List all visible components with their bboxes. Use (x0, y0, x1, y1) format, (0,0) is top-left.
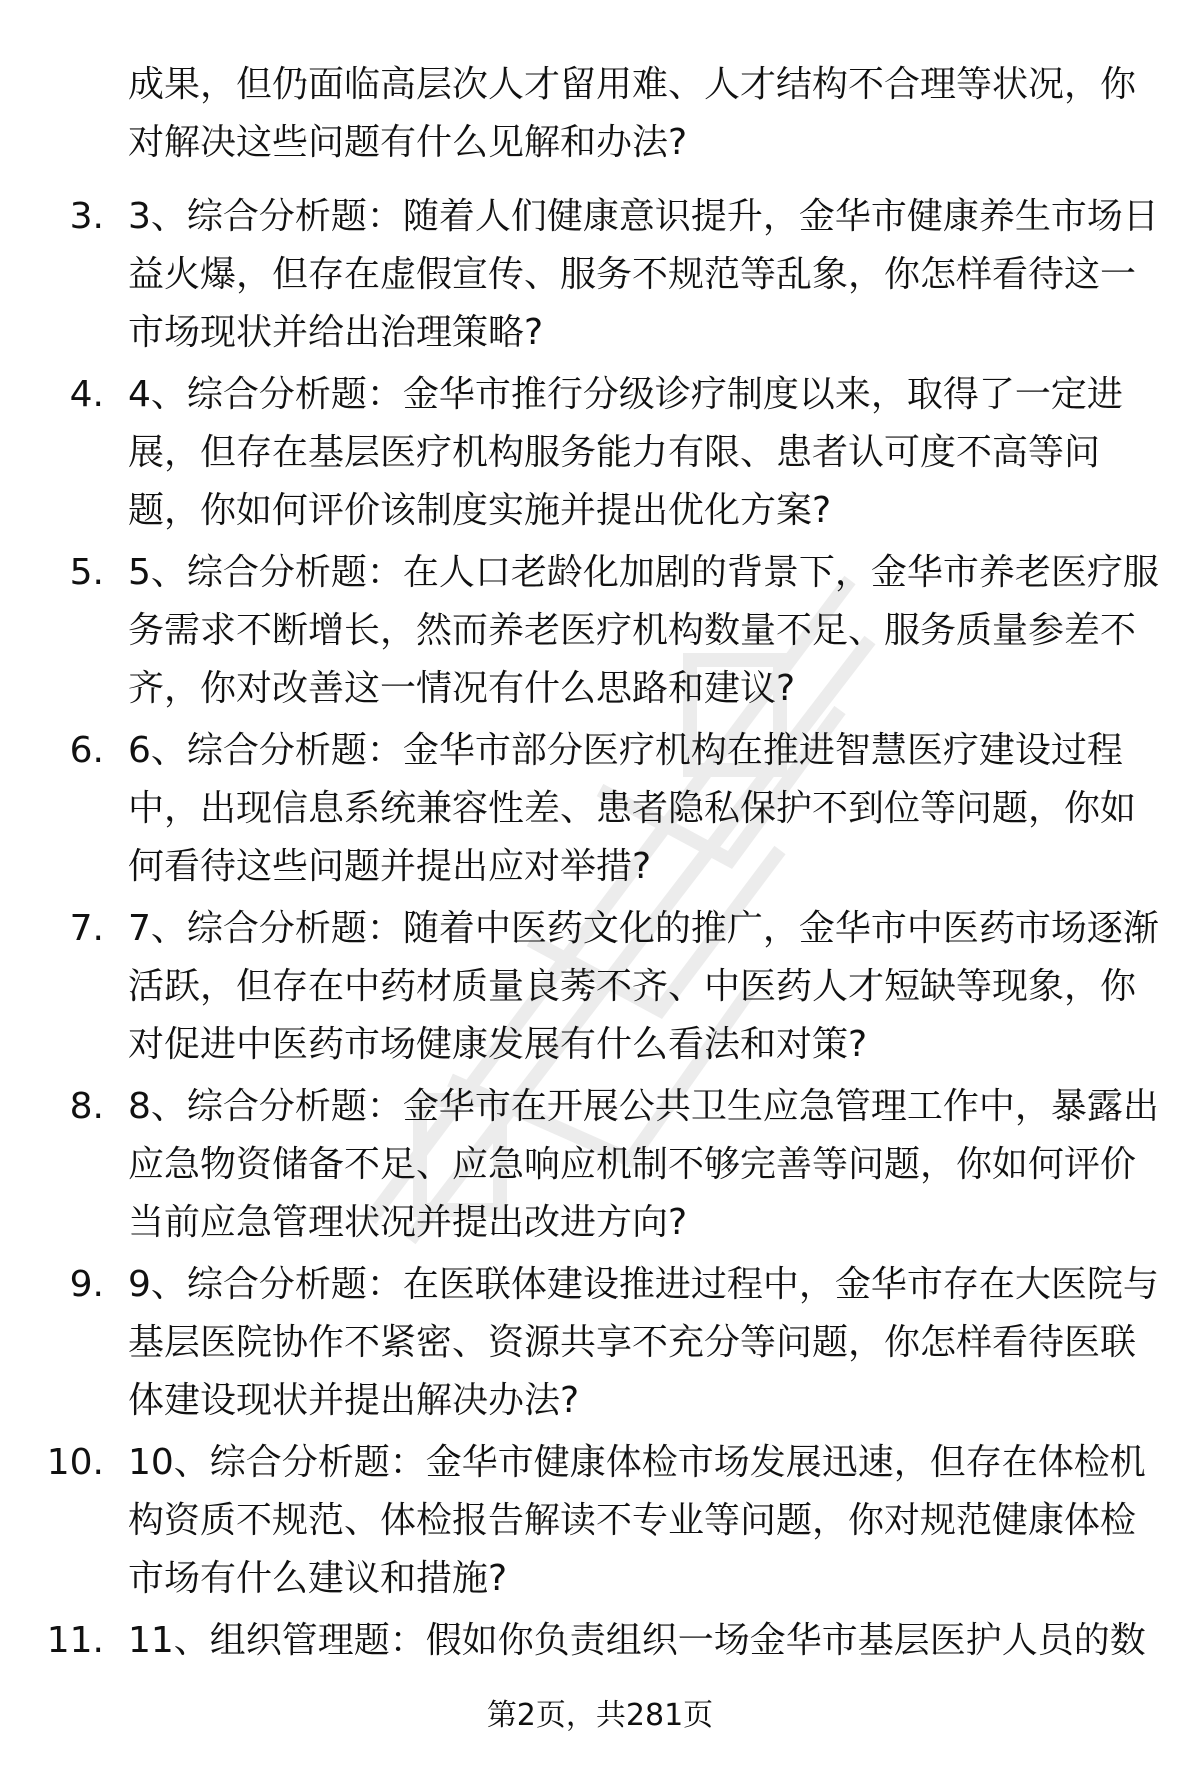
question-number: 5. (69, 552, 104, 593)
question-text: 10、综合分析题：金华市健康体检市场发展迅速，但存在体检机 构资质不规范、体检报告解读不专业等问题，你对规范健康体检 市场有什么建议和措施? (128, 1442, 1146, 1599)
question-number: 10. (46, 1442, 104, 1483)
question-text: 11、组织管理题：假如你负责组织一场金华市基层医护人员的数 (128, 1620, 1146, 1661)
question-text: 9、综合分析题：在医联体建设推进过程中，金华市存在大医院与 基层医院协作不紧密、资源共享不充分等问题，你怎样看待医联 体建设现状并提出解决办法? (128, 1264, 1159, 1421)
question-text: 4、综合分析题：金华市推行分级诊疗制度以来，取得了一定进 展，但存在基层医疗机构服务能力有限、患者认可度不高等问 题，你如何评价该制度实施并提出优化方案? (128, 374, 1123, 531)
question-text: 5、综合分析题：在人口老龄化加剧的背景下，金华市养老医疗服 务需求不断增长，然而养老医疗机构数量不足、服务质量参差不 齐，你对改善这一情况有什么思路和建议? (128, 552, 1159, 709)
question-number: 7. (69, 908, 104, 949)
question-number: 11. (46, 1620, 104, 1661)
page-footer: 第2页，共281页 (486, 1698, 714, 1733)
question-text: 3、综合分析题：随着人们健康意识提升，金华市健康养生市场日 益火爆，但存在虚假宣传、服务不规范等乱象，你怎样看待这一 市场现状并给出治理策略? (128, 196, 1159, 353)
list-item (0, 900, 1200, 1078)
question-list (0, 188, 1200, 1790)
question-number: 4. (69, 374, 104, 415)
question-number: 9. (69, 1264, 104, 1305)
question-number: 6. (69, 730, 104, 771)
question-text: 6、综合分析题：金华市部分医疗机构在推进智慧医疗建设过程 中，出现信息系统兼容性差、患者隐私保护不到位等问题，你如 何看待这些问题并提出应对举措? (128, 730, 1137, 887)
list-item (0, 366, 1200, 544)
list-item (0, 722, 1200, 900)
continued-question-text: 成果，但仍面临高层次人才留用难、人才结构不合理等状况，你 对解决这些问题有什么见解和办法? (128, 64, 1137, 163)
question-number: 3. (69, 196, 104, 237)
question-text: 7、综合分析题：随着中医药文化的推广，金华市中医药市场逐渐 活跃，但存在中药材质量良莠不齐、中医药人才短缺等现象，你 对促进中医药市场健康发展有什么看法和对策? (128, 908, 1159, 1065)
list-item (0, 1434, 1200, 1612)
question-text: 8、综合分析题：金华市在开展公共卫生应急管理工作中，暴露出 应急物资储备不足、应急响应机制不够完善等问题，你如何评价 当前应急管理状况并提出改进方向? (128, 1086, 1159, 1243)
list-item (0, 1078, 1200, 1256)
list-item (0, 1256, 1200, 1434)
list-item (0, 188, 1200, 366)
list-item (0, 544, 1200, 722)
question-number: 8. (69, 1086, 104, 1127)
